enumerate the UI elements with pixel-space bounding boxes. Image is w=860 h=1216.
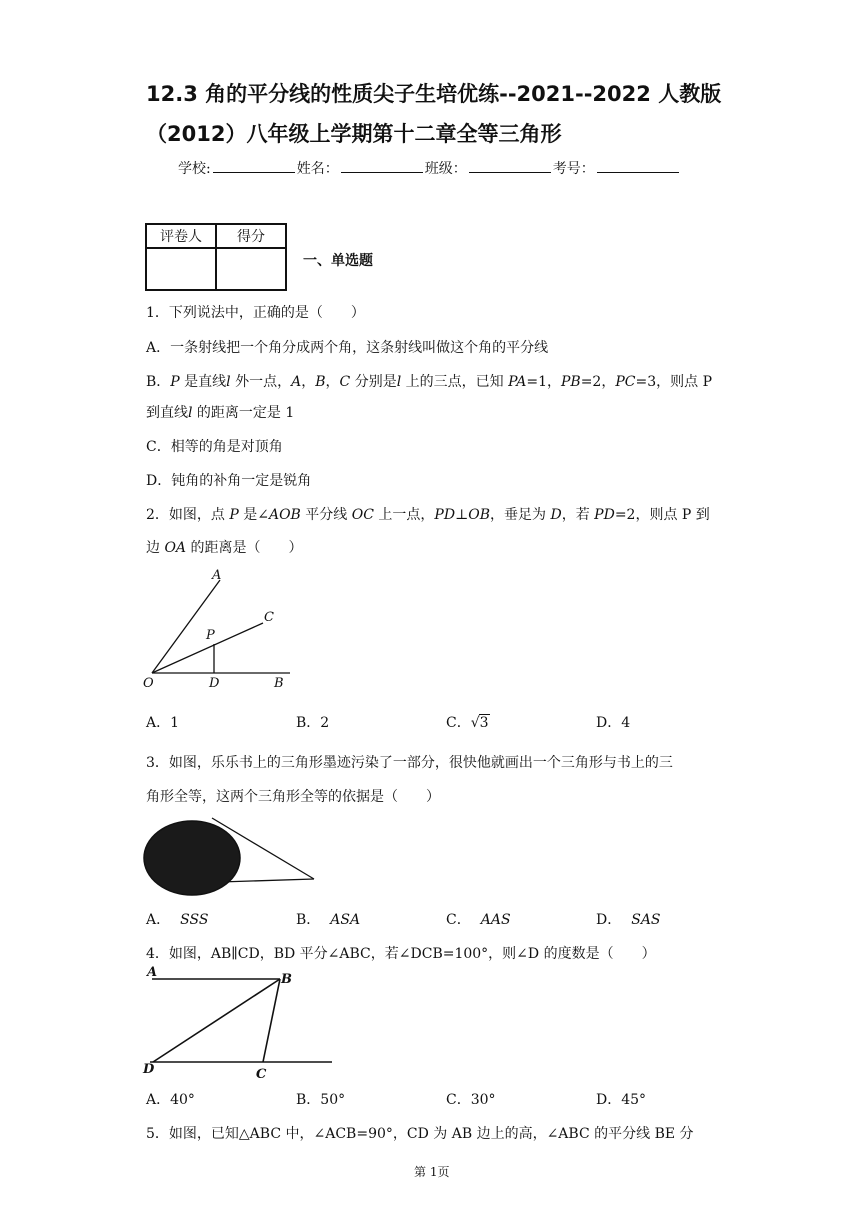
q4-option-b: B．50° (296, 1092, 346, 1108)
school-blank (213, 158, 295, 173)
q3-option-a-label: A． (146, 912, 171, 928)
q3-option-d (596, 909, 661, 929)
q1-option-b-line2 (146, 402, 294, 422)
q2-option-d: D．4 (596, 715, 631, 731)
name-label: 姓名： (296, 161, 339, 177)
q1b-t: 分别是 (350, 374, 397, 390)
class-blank (469, 158, 551, 173)
fig-label-d: D (143, 1062, 155, 1077)
q1b-t: l (226, 374, 231, 390)
q2-stem-line1 (146, 504, 710, 524)
q3-figure-ink-blot-triangle (140, 812, 325, 900)
q3-stem-line1: 3．如图，乐乐书上的三角形墨迹污染了一部分，很快他就画出一个三角形与书上的三 (146, 755, 673, 771)
q3-option-c (446, 909, 511, 929)
q3-option-b-label: B． (296, 912, 321, 928)
doc-title-line1: 12.3 角的平分线的性质尖子生培优练--2021--2022 人教版 (146, 82, 722, 106)
triangle-bottom-edge (220, 879, 314, 882)
q3-option-b (296, 909, 360, 929)
ray-oa (152, 580, 220, 673)
score-table (145, 223, 287, 291)
doc-title-line2: （2012）八年级上学期第十二章全等三角形 (146, 122, 562, 146)
q2-t: P (229, 507, 239, 523)
q1-option-a: A．一条射线把一个角分成两个角，这条射线叫做这个角的平分线 (146, 340, 549, 356)
q1b-t: PC (615, 374, 636, 390)
fig-label-b: B (281, 972, 292, 987)
q1b-t: 外一点， (230, 374, 292, 390)
q3-option-c-value: AAS (480, 912, 511, 928)
q1-stem: 1．下列说法中，正确的是（ ） (146, 305, 365, 321)
q1b-t: l (188, 405, 193, 421)
q2-t: 平分线 (300, 507, 352, 523)
q4-option-a: A．40° (146, 1092, 195, 1108)
q1b-t: P (170, 374, 180, 390)
q1b-t: C (339, 374, 351, 390)
q1b-t: B (315, 374, 326, 390)
q4-option-c: C．30° (446, 1092, 496, 1108)
q4-figure-parallel-lines (140, 962, 335, 1082)
q1b-t: 是直线 (179, 374, 227, 390)
fig-label-d: D (209, 676, 220, 690)
q1b-t: ， (325, 374, 340, 390)
q1b-t: ， (301, 374, 316, 390)
fig-label-a: A (147, 965, 158, 980)
student-info-line (178, 158, 681, 178)
q1b-t: B． (146, 374, 171, 390)
q1b-t: A (291, 374, 302, 390)
q1b-t: l (396, 374, 402, 390)
sqrt-symbol: √ (470, 715, 480, 731)
q1b-t: 的距离一定是 1 (192, 405, 295, 421)
q2-option-c-label: C． (446, 715, 471, 731)
q2-t: AOB (268, 507, 301, 523)
sqrt-value: 3 (479, 715, 489, 731)
q3-stem-line2: 角形全等，这两个三角形全等的依据是（ ） (146, 789, 440, 805)
q3-option-c-label: C． (446, 912, 471, 928)
q3-option-a (146, 909, 208, 929)
reviewer-cell (146, 248, 216, 290)
q2-t: ⊥ (455, 507, 469, 523)
q2-t: ，垂足为 (490, 507, 551, 523)
q1b-t: PB (560, 374, 581, 390)
q2-stem-line2 (146, 537, 303, 557)
ink-blot (144, 821, 240, 895)
q1b-t: =2， (580, 374, 616, 390)
q1b-t: 上的三点，已知 (401, 374, 509, 390)
q2-t: PD (434, 507, 456, 523)
q2-t: 2．如图，点 (146, 507, 230, 523)
score-cell (216, 248, 286, 290)
fig-label-o: O (143, 676, 154, 690)
reviewer-header: 评卷人 (146, 224, 216, 248)
q2-t: 是∠ (238, 507, 269, 523)
school-label: 学校: (178, 161, 211, 177)
q2-t: 边 (146, 540, 165, 556)
q2-t: OA (164, 540, 187, 556)
segment-bd (153, 979, 280, 1062)
q3-option-a-value: SSS (180, 912, 209, 928)
q2-t: OC (351, 507, 374, 523)
segment-bc (263, 979, 280, 1062)
id-label: 考号： (552, 161, 595, 177)
page-footer: 第 1页 (414, 1165, 450, 1179)
q1b-t: =1， (526, 374, 561, 390)
q3-option-d-value: SAS (631, 912, 661, 928)
q1b-t: PA (508, 374, 527, 390)
q2-option-b: B．2 (296, 715, 330, 731)
fig-label-b: B (274, 676, 284, 690)
q2-option-a: A．1 (146, 715, 180, 731)
q3-option-b-value: ASA (330, 912, 361, 928)
q2-t: OB (468, 507, 491, 523)
fig-label-p: P (206, 628, 215, 643)
q1b-t: 到直线 (146, 405, 188, 421)
q1-option-c: C．相等的角是对顶角 (146, 439, 283, 455)
q2-t: ，若 (561, 507, 595, 523)
q3-option-d-label: D． (596, 912, 622, 928)
q2-option-c (446, 712, 490, 732)
id-blank (597, 158, 679, 173)
q1-option-d: D．钝角的补角一定是锐角 (146, 473, 312, 489)
name-blank (341, 158, 423, 173)
q2-t: 的距离是（ ） (186, 540, 303, 556)
section-heading: 一、单选题 (303, 253, 373, 269)
q2-t: D (550, 507, 562, 523)
q2-t: PD (594, 507, 615, 523)
q1b-t: =3，则点 P (635, 374, 712, 390)
fig-label-c: C (264, 610, 274, 625)
q1-option-b-line1 (146, 371, 712, 391)
score-header: 得分 (216, 224, 286, 248)
class-label: 班级： (424, 161, 467, 177)
q4-stem: 4．如图，AB∥CD，BD 平分∠ABC，若∠DCB=100°，则∠D 的度数是（ ） (146, 946, 656, 962)
q5-stem: 5．如图，已知△ABC 中，∠ACB=90°，CD 为 AB 边上的高，∠ABC 的平分线 BE 分 (146, 1126, 694, 1142)
fig-label-a: A (212, 568, 222, 583)
q2-figure-angle-bisector (140, 565, 300, 690)
q2-t: 上一点， (373, 507, 435, 523)
q2-t: =2，则点 P 到 (614, 507, 710, 523)
q4-option-d: D．45° (596, 1092, 647, 1108)
fig-label-c: C (256, 1067, 267, 1082)
